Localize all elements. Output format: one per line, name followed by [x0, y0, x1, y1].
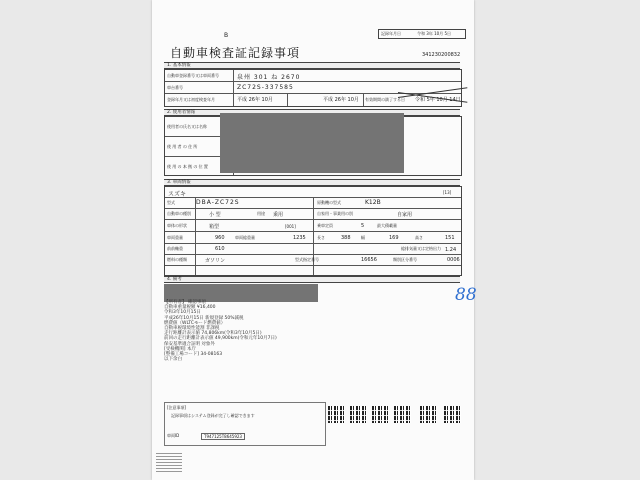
- remarks-text: 【所有者】 確認事項 自動車重量税額 ¥16,400 令和3年10月15日 平成26年10月15日 新規登録 50%減税 燃費値（WLTCモード燃費値） 自動車税環境性能割 非課税 走行距離計表示値 74,806km(令和3年10月5日) 前回の走行距離計表示値 49,900km(令和元年10月7日) 保安基準適合証明 対象外 [受検機関] 本庁 [整備工場コード] 34-08163 以下余白: [164, 300, 277, 363]
- length-value: 388: [341, 235, 351, 241]
- weight-value: 960: [215, 235, 225, 241]
- issue-date-box: [378, 29, 466, 39]
- notice-text: 記録事項はシステム登録が完了し確認できます: [171, 413, 255, 418]
- fuel-value: ガソリン: [205, 258, 226, 264]
- max-load-label: 最大積載量: [377, 223, 397, 228]
- notice-box: [164, 402, 326, 446]
- engine-label: 原動機の型式: [317, 200, 341, 205]
- vehicle-info-table: [164, 186, 462, 276]
- expiry-value: 令和 5年 10月 14日: [415, 97, 461, 103]
- width-value: 169: [389, 235, 399, 241]
- gross-weight-label: 車両総重量: [235, 235, 255, 240]
- length-label: 長さ: [317, 235, 325, 240]
- redacted-user-block: [220, 113, 404, 173]
- reg-number-value: 泉州 301 ね 2670: [237, 74, 301, 81]
- expiry-label: 有効期間の満了する日: [365, 97, 405, 102]
- vehicle-type-label: 自動車の種別: [167, 211, 191, 216]
- engine-value: K12B: [365, 199, 381, 206]
- reg-number-label: 自動車登録番号又は車両番号: [167, 73, 219, 78]
- qr-code: [420, 406, 437, 423]
- user-name-label: 使用者の氏名又は名称: [167, 124, 207, 129]
- height-label: 高さ: [415, 235, 423, 240]
- first-reg-value: 平成 26年 10月: [237, 97, 273, 103]
- issue-date-value: 令和 3年 10月 5日: [417, 31, 451, 36]
- body-value: 箱型: [209, 224, 220, 230]
- document-number: 341230200832: [422, 52, 461, 58]
- section-4-header: 4. 備考: [164, 276, 460, 283]
- chassis-label: 車台番号: [167, 85, 183, 90]
- handwritten-number: 88: [455, 285, 477, 305]
- body-code: [001]: [285, 224, 296, 229]
- inspection-certificate-page: [152, 0, 474, 480]
- chassis-value: ZC72S-337585: [237, 84, 294, 91]
- fuel-label: 燃料の種類: [167, 257, 187, 262]
- section-2-header: 2. 使用者情報: [164, 109, 460, 116]
- class-value: 0006: [447, 257, 460, 263]
- qr-code: [372, 406, 389, 423]
- maker-code: [13]: [443, 190, 452, 195]
- qr-code: [444, 406, 461, 423]
- vehicle-type-value: 小 型: [209, 212, 221, 218]
- vehicle-id-label: 車両ID: [167, 433, 180, 438]
- first-reg-mid-value: 平成 26年 10月: [323, 97, 359, 103]
- maker-value: スズキ: [168, 191, 187, 198]
- model-label: 型式: [167, 200, 175, 205]
- qr-code: [328, 406, 345, 423]
- use-label: 用途: [257, 211, 265, 216]
- class-label: 類別区分番号: [393, 257, 417, 262]
- gross-weight-value: 1235: [293, 235, 306, 241]
- vehicle-id-value: T947125T8645923: [201, 433, 245, 440]
- document-mark: B: [224, 32, 229, 39]
- width-label: 幅: [361, 235, 365, 240]
- capacity-value: 5: [361, 223, 365, 229]
- model-cert-label: 型式指定番号: [295, 257, 319, 262]
- displacement-label: 総排気量又は定格出力: [401, 246, 441, 251]
- private-label: 自家用・事業用の別: [317, 211, 353, 216]
- private-value: 自家用: [397, 212, 413, 218]
- section-3-header: 3. 車両情報: [164, 179, 460, 186]
- qr-code: [350, 406, 367, 423]
- issue-date-label: 記録年月日: [381, 31, 401, 36]
- base-location-label: 使 用 の 本 拠 の 位 置: [167, 164, 208, 169]
- basic-info-table: [164, 69, 462, 107]
- weight-label: 車両重量: [167, 235, 183, 240]
- section-1-header: 1. 基本情報: [164, 62, 460, 69]
- document-title: 自動車検査証記録事項: [170, 46, 301, 60]
- use-value: 乗用: [273, 212, 284, 218]
- body-label: 車体の形状: [167, 223, 187, 228]
- height-value: 151: [445, 235, 455, 241]
- displacement-value: 1.24: [445, 247, 457, 253]
- notice-title: [注意事項]: [167, 405, 187, 410]
- first-reg-label: 登録年月又は初度検査年月: [167, 97, 215, 102]
- qr-code: [394, 406, 411, 423]
- model-value: DBA-ZC72S: [196, 199, 240, 206]
- capacity-label: 乗車定員: [317, 223, 333, 228]
- barcode-stamp: [156, 452, 182, 472]
- front-axle-label: 前前軸重: [167, 246, 183, 251]
- user-address-label: 使 用 者 の 住 所: [167, 144, 198, 149]
- model-cert-value: 16656: [361, 257, 377, 263]
- front-axle-value: 610: [215, 246, 225, 252]
